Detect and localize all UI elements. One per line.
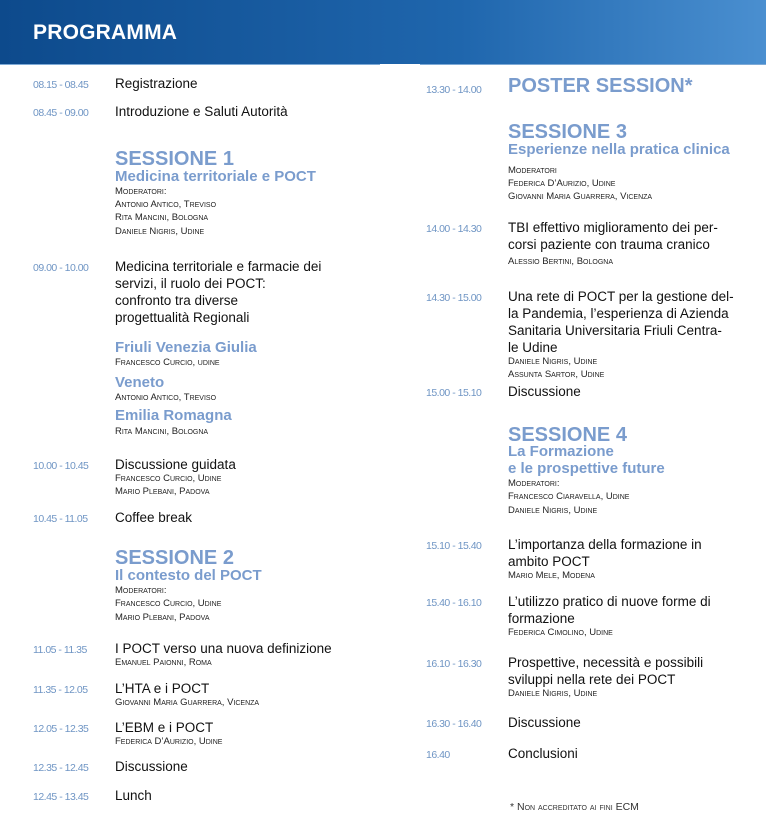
item-tbi-line: corsi paziente con trauma cranico <box>508 237 710 252</box>
moderator: Antonio Antico, Treviso <box>115 199 217 210</box>
session-2-moderators-label: Moderatori: <box>115 585 167 596</box>
item-registrazione: Registrazione <box>115 76 198 91</box>
right-divider <box>420 64 766 65</box>
item-prospettive-line: sviluppi nella rete dei POCT <box>508 672 676 687</box>
time-conclusioni: 16.40 <box>426 749 450 761</box>
footnote: * Non accreditato ai fini ECM <box>510 801 639 813</box>
page-title: PROGRAMMA <box>33 21 178 44</box>
item-importanza-line: ambito POCT <box>508 554 590 569</box>
region-speaker: Antonio Antico, Treviso <box>115 392 217 403</box>
time-discussione-2: 16.30 - 16.40 <box>426 718 482 730</box>
time-tbi: 14.00 - 14.30 <box>426 223 482 235</box>
item-lunch: Lunch <box>115 788 152 803</box>
speaker: Giovanni Maria Guarrera, Vicenza <box>115 697 260 708</box>
moderator: Federica D’Aurizio, Udine <box>508 178 616 189</box>
time-ebm: 12.05 - 12.35 <box>33 723 89 735</box>
item-introduzione: Introduzione e Saluti Autorità <box>115 104 288 119</box>
time-importanza: 15.10 - 15.40 <box>426 540 482 552</box>
item-prospettive-line: Prospettive, necessità e possibili <box>508 655 704 670</box>
item-rete-line: le Udine <box>508 340 558 355</box>
session-3-subtitle: Esperienze nella pratica clinica <box>508 141 730 158</box>
region-speaker: Rita Mancini, Bologna <box>115 426 209 437</box>
region-name: Emilia Romagna <box>115 407 232 424</box>
session-3-moderators-label: Moderatori <box>508 165 557 176</box>
time-prospettive: 16.10 - 16.30 <box>426 658 482 670</box>
session-4-subtitle: La Formazione <box>508 443 614 460</box>
item-conclusioni: Conclusioni <box>508 746 578 761</box>
item-hta: L’HTA e i POCT <box>115 681 210 696</box>
session-3-title: SESSIONE 3 <box>508 121 627 143</box>
session-4-title: SESSIONE 4 <box>508 424 627 446</box>
item-medicina-line: servizi, il ruolo dei POCT: <box>115 276 266 291</box>
time-discussione: 15.00 - 15.10 <box>426 387 482 399</box>
poster-session-title: POSTER SESSION* <box>508 75 693 97</box>
item-discussione: Discussione <box>508 384 581 399</box>
speaker: Daniele Nigris, Udine <box>508 356 598 367</box>
time-rete: 14.30 - 15.00 <box>426 292 482 304</box>
time-discussione: 12.35 - 12.45 <box>33 762 89 774</box>
item-ebm: L’EBM e i POCT <box>115 720 214 735</box>
speaker: Mario Plebani, Padova <box>115 486 210 497</box>
time-coffee: 10.45 - 11.05 <box>33 513 88 525</box>
item-tbi-line: TBI effettivo miglioramento dei per- <box>508 220 718 235</box>
session-4-subtitle: e le prospettive future <box>508 460 665 477</box>
time-poster: 13.30 - 14.00 <box>426 84 482 96</box>
time-lunch: 12.45 - 13.45 <box>33 791 89 803</box>
speaker: Federica D’Aurizio, Udine <box>115 736 223 747</box>
item-rete-line: Una rete di POCT per la gestione del- <box>508 289 734 304</box>
speaker: Alessio Bertini, Bologna <box>508 256 613 267</box>
time-poct-nuova: 11.05 - 11.35 <box>33 644 87 656</box>
session-1-title: SESSIONE 1 <box>115 148 234 170</box>
item-coffee: Coffee break <box>115 510 193 525</box>
time-hta: 11.35 - 12.05 <box>33 684 88 696</box>
time-introduzione: 08.45 - 09.00 <box>33 107 89 119</box>
session-1-subtitle: Medicina territoriale e POCT <box>115 168 316 185</box>
item-poct-nuova: I POCT verso una nuova definizione <box>115 641 332 656</box>
item-discussione-guidata: Discussione guidata <box>115 457 236 472</box>
item-utilizzo-line: L’utilizzo pratico di nuove forme di <box>508 594 711 609</box>
left-divider <box>0 64 380 65</box>
time-discussione-guidata: 10.00 - 10.45 <box>33 460 89 472</box>
moderator: Mario Plebani, Padova <box>115 612 210 623</box>
item-discussione: Discussione <box>115 759 188 774</box>
moderator: Daniele Nigris, Udine <box>115 226 205 237</box>
item-medicina-line: Medicina territoriale e farmacie dei <box>115 259 322 274</box>
moderator: Rita Mancini, Bologna <box>115 212 209 223</box>
region-speaker: Francesco Curcio, udine <box>115 357 220 368</box>
item-importanza-line: L’importanza della formazione in <box>508 537 702 552</box>
moderator: Francesco Curcio, Udine <box>115 598 222 609</box>
session-2-subtitle: Il contesto del POCT <box>115 567 262 584</box>
moderator: Daniele Nigris, Udine <box>508 505 598 516</box>
item-medicina-line: confronto tra diverse <box>115 293 239 308</box>
speaker: Daniele Nigris, Udine <box>508 688 598 699</box>
item-medicina-line: progettualità Regionali <box>115 310 250 325</box>
speaker: Francesco Curcio, Udine <box>115 473 222 484</box>
speaker: Assunta Sartor, Udine <box>508 369 605 380</box>
speaker: Mario Mele, Modena <box>508 570 595 581</box>
session-1-moderators-label: Moderatori: <box>115 186 167 197</box>
item-discussione-2: Discussione <box>508 715 581 730</box>
time-medicina: 09.00 - 10.00 <box>33 262 89 274</box>
item-rete-line: Sanitaria Universitaria Friuli Centra- <box>508 323 722 338</box>
time-registrazione: 08.15 - 08.45 <box>33 79 89 91</box>
header-bar <box>0 0 766 64</box>
speaker: Emanuel Paionni, Roma <box>115 657 212 668</box>
time-utilizzo: 15.40 - 16.10 <box>426 597 482 609</box>
item-utilizzo-line: formazione <box>508 611 575 626</box>
moderator: Giovanni Maria Guarrera, Vicenza <box>508 191 653 202</box>
item-rete-line: la Pandemia, l’esperienza di Azienda <box>508 306 729 321</box>
session-2-title: SESSIONE 2 <box>115 547 234 569</box>
region-name: Veneto <box>115 374 165 391</box>
moderator: Francesco Ciaravella, Udine <box>508 491 630 502</box>
region-name: Friuli Venezia Giulia <box>115 339 257 356</box>
speaker: Federica Cimolino, Udine <box>508 627 613 638</box>
session-4-moderators-label: Moderatori: <box>508 478 560 489</box>
